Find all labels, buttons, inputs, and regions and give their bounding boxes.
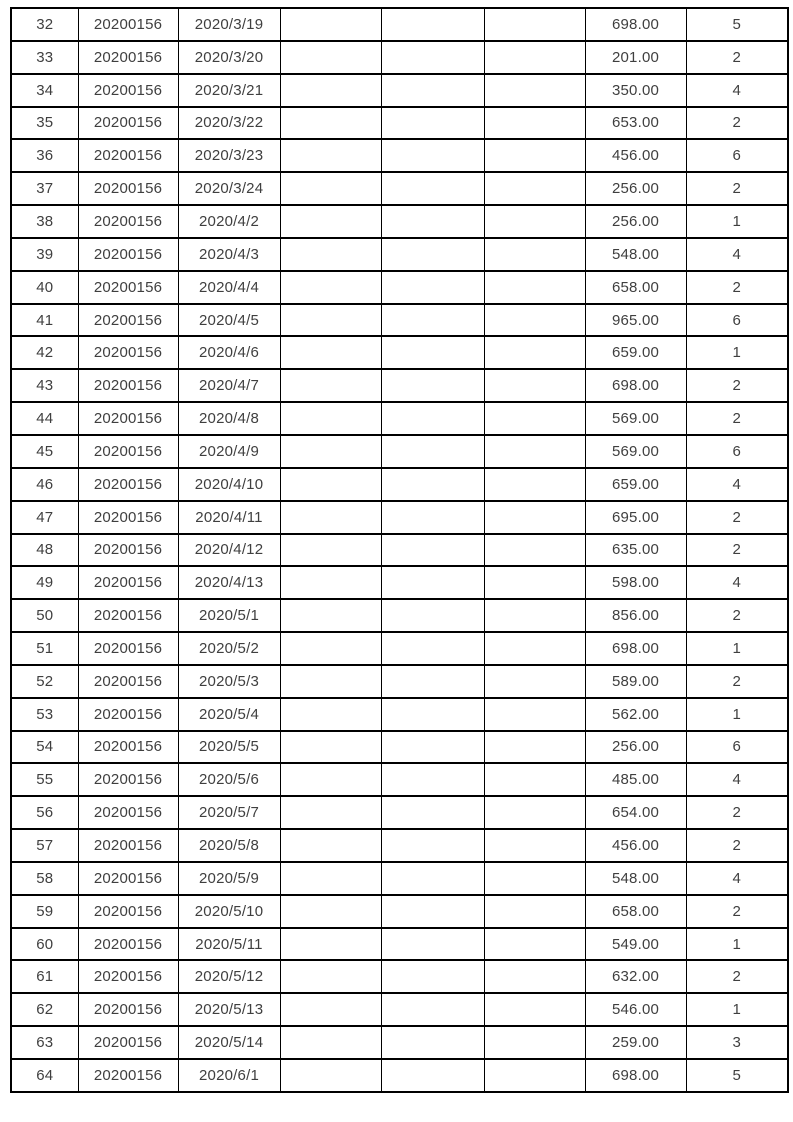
table-cell[interactable]: 20200156: [78, 336, 178, 369]
table-cell[interactable]: [381, 665, 484, 698]
table-cell[interactable]: 456.00: [585, 829, 686, 862]
table-cell[interactable]: 35: [11, 107, 78, 140]
table-cell[interactable]: 20200156: [78, 632, 178, 665]
table-cell[interactable]: 659.00: [585, 468, 686, 501]
table-cell[interactable]: [381, 796, 484, 829]
table-row: [11, 796, 788, 829]
table-cell[interactable]: 4: [686, 238, 788, 271]
table-cell[interactable]: 20200156: [78, 665, 178, 698]
table-cell[interactable]: 548.00: [585, 238, 686, 271]
table-cell[interactable]: 20200156: [78, 731, 178, 764]
table-cell[interactable]: 2020/5/9: [178, 862, 280, 895]
table-cell[interactable]: [484, 928, 585, 961]
table-cell[interactable]: [381, 435, 484, 468]
table-row: [11, 928, 788, 961]
table-cell[interactable]: [381, 763, 484, 796]
table-cell[interactable]: [381, 501, 484, 534]
table-cell[interactable]: 2020/4/3: [178, 238, 280, 271]
table-cell[interactable]: 44: [11, 402, 78, 435]
table-cell[interactable]: 20200156: [78, 271, 178, 304]
table-cell[interactable]: 2020/3/21: [178, 74, 280, 107]
table-cell[interactable]: 50: [11, 599, 78, 632]
table-cell[interactable]: [280, 304, 381, 337]
table-cell[interactable]: [280, 435, 381, 468]
table-cell[interactable]: [381, 862, 484, 895]
table-cell[interactable]: [381, 304, 484, 337]
table-cell[interactable]: [381, 599, 484, 632]
table-cell[interactable]: 2020/3/24: [178, 172, 280, 205]
table-cell[interactable]: [280, 172, 381, 205]
table-cell[interactable]: 20200156: [78, 468, 178, 501]
table-cell[interactable]: 36: [11, 139, 78, 172]
table-cell[interactable]: [280, 993, 381, 1026]
table-cell[interactable]: [280, 271, 381, 304]
table-cell[interactable]: 5: [686, 8, 788, 41]
table-cell[interactable]: 658.00: [585, 895, 686, 928]
table-row: [11, 829, 788, 862]
table-cell[interactable]: 20200156: [78, 928, 178, 961]
table-cell[interactable]: 38: [11, 205, 78, 238]
table-cell[interactable]: 4: [686, 763, 788, 796]
table-cell[interactable]: [484, 731, 585, 764]
table-cell[interactable]: [484, 139, 585, 172]
table-cell[interactable]: [381, 402, 484, 435]
table-cell[interactable]: 2020/4/5: [178, 304, 280, 337]
table-cell[interactable]: 548.00: [585, 862, 686, 895]
table-cell[interactable]: [381, 172, 484, 205]
table-cell[interactable]: 2020/4/11: [178, 501, 280, 534]
table-cell[interactable]: 2: [686, 501, 788, 534]
table-cell[interactable]: 20200156: [78, 895, 178, 928]
table-cell[interactable]: [484, 107, 585, 140]
table-cell[interactable]: [381, 829, 484, 862]
table-cell[interactable]: 2: [686, 369, 788, 402]
table-cell[interactable]: 6: [686, 304, 788, 337]
table-cell[interactable]: [381, 534, 484, 567]
table-body: [11, 8, 788, 1092]
table-cell[interactable]: 698.00: [585, 1059, 686, 1092]
table-cell[interactable]: 632.00: [585, 960, 686, 993]
table-cell[interactable]: 2020/4/8: [178, 402, 280, 435]
table-cell[interactable]: 201.00: [585, 41, 686, 74]
table-cell[interactable]: [381, 107, 484, 140]
table-cell[interactable]: 20200156: [78, 534, 178, 567]
table-cell[interactable]: [280, 8, 381, 41]
table-cell[interactable]: 2020/3/19: [178, 8, 280, 41]
table-cell[interactable]: 6: [686, 139, 788, 172]
table-cell[interactable]: 589.00: [585, 665, 686, 698]
table-cell[interactable]: 47: [11, 501, 78, 534]
table-cell[interactable]: [484, 336, 585, 369]
table-cell[interactable]: [280, 139, 381, 172]
table-cell[interactable]: [484, 993, 585, 1026]
table-cell[interactable]: [484, 599, 585, 632]
table-cell[interactable]: [381, 41, 484, 74]
table-cell[interactable]: 549.00: [585, 928, 686, 961]
table-row: [11, 1059, 788, 1092]
table-cell[interactable]: [280, 41, 381, 74]
table-cell[interactable]: [280, 1026, 381, 1059]
table-cell[interactable]: [484, 74, 585, 107]
table-cell[interactable]: [484, 960, 585, 993]
table-cell[interactable]: [280, 336, 381, 369]
table-cell[interactable]: 485.00: [585, 763, 686, 796]
table-cell[interactable]: [381, 1026, 484, 1059]
table-cell[interactable]: [484, 796, 585, 829]
table-cell[interactable]: 965.00: [585, 304, 686, 337]
table-cell[interactable]: 49: [11, 566, 78, 599]
table-cell[interactable]: [280, 1059, 381, 1092]
table-cell[interactable]: 59: [11, 895, 78, 928]
table-cell[interactable]: 2: [686, 960, 788, 993]
table-cell[interactable]: 1: [686, 336, 788, 369]
table-cell[interactable]: [484, 8, 585, 41]
table-cell[interactable]: [381, 632, 484, 665]
table-cell[interactable]: 569.00: [585, 402, 686, 435]
data-table: [10, 7, 789, 1093]
table-cell[interactable]: 42: [11, 336, 78, 369]
table-cell[interactable]: 2020/5/2: [178, 632, 280, 665]
table-cell[interactable]: 20200156: [78, 862, 178, 895]
table-cell[interactable]: 60: [11, 928, 78, 961]
table-cell[interactable]: 598.00: [585, 566, 686, 599]
table-cell[interactable]: [280, 566, 381, 599]
table-cell[interactable]: 2020/5/10: [178, 895, 280, 928]
table-cell[interactable]: 52: [11, 665, 78, 698]
table-cell[interactable]: 33: [11, 41, 78, 74]
table-cell[interactable]: [484, 468, 585, 501]
table-cell[interactable]: 46: [11, 468, 78, 501]
table-cell[interactable]: 259.00: [585, 1026, 686, 1059]
table-cell[interactable]: [484, 1026, 585, 1059]
table-cell[interactable]: [484, 238, 585, 271]
table-cell[interactable]: 698.00: [585, 8, 686, 41]
table-cell[interactable]: [484, 632, 585, 665]
table-cell[interactable]: [484, 862, 585, 895]
table-cell[interactable]: 63: [11, 1026, 78, 1059]
table-row: [11, 41, 788, 74]
table-cell[interactable]: [381, 928, 484, 961]
table-cell[interactable]: [280, 862, 381, 895]
table-row: [11, 468, 788, 501]
table-cell[interactable]: 20200156: [78, 566, 178, 599]
table-row: [11, 501, 788, 534]
table-cell[interactable]: [484, 763, 585, 796]
table-cell[interactable]: [280, 829, 381, 862]
table-cell[interactable]: 2020/5/6: [178, 763, 280, 796]
table-row: [11, 731, 788, 764]
table-cell[interactable]: 20200156: [78, 172, 178, 205]
table-cell[interactable]: 856.00: [585, 599, 686, 632]
table-cell[interactable]: 2020/4/6: [178, 336, 280, 369]
table-cell[interactable]: 45: [11, 435, 78, 468]
table-cell[interactable]: [484, 369, 585, 402]
table-cell[interactable]: [381, 698, 484, 731]
table-cell[interactable]: 2020/5/13: [178, 993, 280, 1026]
table-row: [11, 599, 788, 632]
table-cell[interactable]: 4: [686, 862, 788, 895]
table-cell[interactable]: 456.00: [585, 139, 686, 172]
table-cell[interactable]: 2: [686, 599, 788, 632]
table-cell[interactable]: 2020/3/22: [178, 107, 280, 140]
table-cell[interactable]: 2020/5/8: [178, 829, 280, 862]
table-cell[interactable]: [484, 895, 585, 928]
table-cell[interactable]: [280, 632, 381, 665]
table-cell[interactable]: 658.00: [585, 271, 686, 304]
table-cell[interactable]: 635.00: [585, 534, 686, 567]
table-cell[interactable]: 2020/5/7: [178, 796, 280, 829]
table-cell[interactable]: [280, 665, 381, 698]
table-cell[interactable]: 2020/4/7: [178, 369, 280, 402]
table-cell[interactable]: [381, 1059, 484, 1092]
table-cell[interactable]: 2020/5/12: [178, 960, 280, 993]
table-cell[interactable]: 4: [686, 74, 788, 107]
table-row: [11, 698, 788, 731]
table-row: [11, 336, 788, 369]
table-row: [11, 993, 788, 1026]
table-cell[interactable]: 20200156: [78, 402, 178, 435]
table-row: [11, 369, 788, 402]
table-cell[interactable]: 43: [11, 369, 78, 402]
table-cell[interactable]: 2020/4/9: [178, 435, 280, 468]
table-cell[interactable]: [381, 566, 484, 599]
table-cell[interactable]: 2020/5/4: [178, 698, 280, 731]
table-cell[interactable]: 41: [11, 304, 78, 337]
table-cell[interactable]: [484, 435, 585, 468]
table-cell[interactable]: 54: [11, 731, 78, 764]
table-cell[interactable]: 256.00: [585, 205, 686, 238]
table-row: [11, 107, 788, 140]
table-row: [11, 1026, 788, 1059]
table-cell[interactable]: 48: [11, 534, 78, 567]
table-cell[interactable]: 20200156: [78, 304, 178, 337]
table-cell[interactable]: 2020/5/3: [178, 665, 280, 698]
table-cell[interactable]: [280, 960, 381, 993]
table-row: [11, 862, 788, 895]
table-cell[interactable]: 256.00: [585, 731, 686, 764]
table-cell[interactable]: 654.00: [585, 796, 686, 829]
table-cell[interactable]: [381, 993, 484, 1026]
table-cell[interactable]: 39: [11, 238, 78, 271]
table-cell[interactable]: [280, 796, 381, 829]
table-cell[interactable]: [381, 139, 484, 172]
table-cell[interactable]: [280, 895, 381, 928]
table-cell[interactable]: [381, 271, 484, 304]
table-cell[interactable]: 6: [686, 731, 788, 764]
table-cell[interactable]: [280, 731, 381, 764]
table-cell[interactable]: 20200156: [78, 205, 178, 238]
table-cell[interactable]: 2: [686, 41, 788, 74]
table-cell[interactable]: 695.00: [585, 501, 686, 534]
table-cell[interactable]: [381, 74, 484, 107]
table-cell[interactable]: [484, 534, 585, 567]
table-cell[interactable]: 61: [11, 960, 78, 993]
table-cell[interactable]: 57: [11, 829, 78, 862]
table-cell[interactable]: 1: [686, 993, 788, 1026]
table-cell[interactable]: 20200156: [78, 960, 178, 993]
table-cell[interactable]: [280, 74, 381, 107]
table-cell[interactable]: 40: [11, 271, 78, 304]
table-cell[interactable]: [280, 501, 381, 534]
table-row: [11, 402, 788, 435]
table-cell[interactable]: 2020/4/4: [178, 271, 280, 304]
table-cell[interactable]: 58: [11, 862, 78, 895]
table-cell[interactable]: 20200156: [78, 1059, 178, 1092]
table-cell[interactable]: 569.00: [585, 435, 686, 468]
table-cell[interactable]: [280, 402, 381, 435]
table-row: [11, 960, 788, 993]
table-cell[interactable]: 20200156: [78, 369, 178, 402]
table-cell[interactable]: 2020/4/10: [178, 468, 280, 501]
table-cell[interactable]: 2: [686, 829, 788, 862]
table-row: [11, 172, 788, 205]
table-cell[interactable]: 20200156: [78, 501, 178, 534]
table-cell[interactable]: [280, 238, 381, 271]
table-cell[interactable]: 6: [686, 435, 788, 468]
table-cell[interactable]: [280, 205, 381, 238]
table-row: [11, 271, 788, 304]
table-cell[interactable]: 64: [11, 1059, 78, 1092]
table-cell[interactable]: 20200156: [78, 796, 178, 829]
table-cell[interactable]: 3: [686, 1026, 788, 1059]
table-cell[interactable]: [381, 336, 484, 369]
table-cell[interactable]: 2: [686, 402, 788, 435]
table-cell[interactable]: [381, 8, 484, 41]
table-row: [11, 534, 788, 567]
table-cell[interactable]: [484, 566, 585, 599]
table-cell[interactable]: 32: [11, 8, 78, 41]
table-row: [11, 74, 788, 107]
table-cell[interactable]: 51: [11, 632, 78, 665]
table-cell[interactable]: 5: [686, 1059, 788, 1092]
table-cell[interactable]: 2020/5/5: [178, 731, 280, 764]
table-cell[interactable]: 2: [686, 534, 788, 567]
table-cell[interactable]: [484, 205, 585, 238]
table-cell[interactable]: 20200156: [78, 763, 178, 796]
table-cell[interactable]: 20200156: [78, 8, 178, 41]
table-cell[interactable]: 698.00: [585, 632, 686, 665]
table-cell[interactable]: 20200156: [78, 74, 178, 107]
table-cell[interactable]: 2: [686, 665, 788, 698]
table-cell[interactable]: 350.00: [585, 74, 686, 107]
table-cell[interactable]: 2: [686, 172, 788, 205]
table-cell[interactable]: [381, 731, 484, 764]
table-row: [11, 205, 788, 238]
table-cell[interactable]: 20200156: [78, 698, 178, 731]
table-cell[interactable]: [484, 271, 585, 304]
table-cell[interactable]: 2020/5/14: [178, 1026, 280, 1059]
table-cell[interactable]: 4: [686, 468, 788, 501]
table-cell[interactable]: 2020/4/2: [178, 205, 280, 238]
table-cell[interactable]: [381, 369, 484, 402]
table-cell[interactable]: 2: [686, 796, 788, 829]
table-cell[interactable]: 56: [11, 796, 78, 829]
table-cell[interactable]: 20200156: [78, 599, 178, 632]
table-cell[interactable]: [484, 665, 585, 698]
table-cell[interactable]: [381, 205, 484, 238]
table-cell[interactable]: 20200156: [78, 993, 178, 1026]
table-cell[interactable]: 562.00: [585, 698, 686, 731]
table-cell[interactable]: 62: [11, 993, 78, 1026]
table-row: [11, 665, 788, 698]
table-row: [11, 238, 788, 271]
table-cell[interactable]: [280, 599, 381, 632]
table-cell[interactable]: 653.00: [585, 107, 686, 140]
table-cell[interactable]: 1: [686, 205, 788, 238]
table-cell[interactable]: [280, 369, 381, 402]
table-cell[interactable]: [484, 829, 585, 862]
table-cell[interactable]: [381, 238, 484, 271]
table-row: [11, 139, 788, 172]
table-row: [11, 435, 788, 468]
table-cell[interactable]: 2020/4/12: [178, 534, 280, 567]
table-cell[interactable]: 20200156: [78, 1026, 178, 1059]
table-cell[interactable]: 546.00: [585, 993, 686, 1026]
table-cell[interactable]: 256.00: [585, 172, 686, 205]
table-row: [11, 566, 788, 599]
table-cell[interactable]: [381, 960, 484, 993]
table-cell[interactable]: 4: [686, 566, 788, 599]
table-row: [11, 304, 788, 337]
table-cell[interactable]: [484, 172, 585, 205]
table-cell[interactable]: 2020/3/23: [178, 139, 280, 172]
table-cell[interactable]: 1: [686, 928, 788, 961]
table-cell[interactable]: [381, 468, 484, 501]
table-cell[interactable]: 53: [11, 698, 78, 731]
table-cell[interactable]: [484, 1059, 585, 1092]
table-cell[interactable]: 55: [11, 763, 78, 796]
table-cell[interactable]: 20200156: [78, 139, 178, 172]
table-cell[interactable]: [381, 895, 484, 928]
table-cell[interactable]: [484, 41, 585, 74]
table-cell[interactable]: 34: [11, 74, 78, 107]
table-cell[interactable]: [484, 304, 585, 337]
table-row: [11, 632, 788, 665]
table-cell[interactable]: 2: [686, 107, 788, 140]
table-cell[interactable]: 20200156: [78, 435, 178, 468]
table-cell[interactable]: 2020/4/13: [178, 566, 280, 599]
table-cell[interactable]: 2020/6/1: [178, 1059, 280, 1092]
table-row: [11, 895, 788, 928]
table-row: [11, 8, 788, 41]
table-cell[interactable]: 1: [686, 632, 788, 665]
table-row: [11, 763, 788, 796]
table-cell[interactable]: [280, 928, 381, 961]
table-cell[interactable]: 20200156: [78, 107, 178, 140]
table-cell[interactable]: [280, 698, 381, 731]
table-cell[interactable]: 20200156: [78, 41, 178, 74]
table-cell[interactable]: [280, 534, 381, 567]
table-cell[interactable]: 2: [686, 271, 788, 304]
table-cell[interactable]: 37: [11, 172, 78, 205]
table-cell[interactable]: 20200156: [78, 829, 178, 862]
table-cell[interactable]: [484, 501, 585, 534]
table-cell[interactable]: [280, 468, 381, 501]
table-cell[interactable]: 2020/5/1: [178, 599, 280, 632]
table-cell[interactable]: [280, 107, 381, 140]
table-cell[interactable]: [280, 763, 381, 796]
table-cell[interactable]: 2020/5/11: [178, 928, 280, 961]
table-cell[interactable]: [484, 698, 585, 731]
table-cell[interactable]: 2: [686, 895, 788, 928]
table-cell[interactable]: 698.00: [585, 369, 686, 402]
table-cell[interactable]: 2020/3/20: [178, 41, 280, 74]
table-cell[interactable]: 659.00: [585, 336, 686, 369]
table-cell[interactable]: 20200156: [78, 238, 178, 271]
table-cell[interactable]: 1: [686, 698, 788, 731]
table-cell[interactable]: [484, 402, 585, 435]
